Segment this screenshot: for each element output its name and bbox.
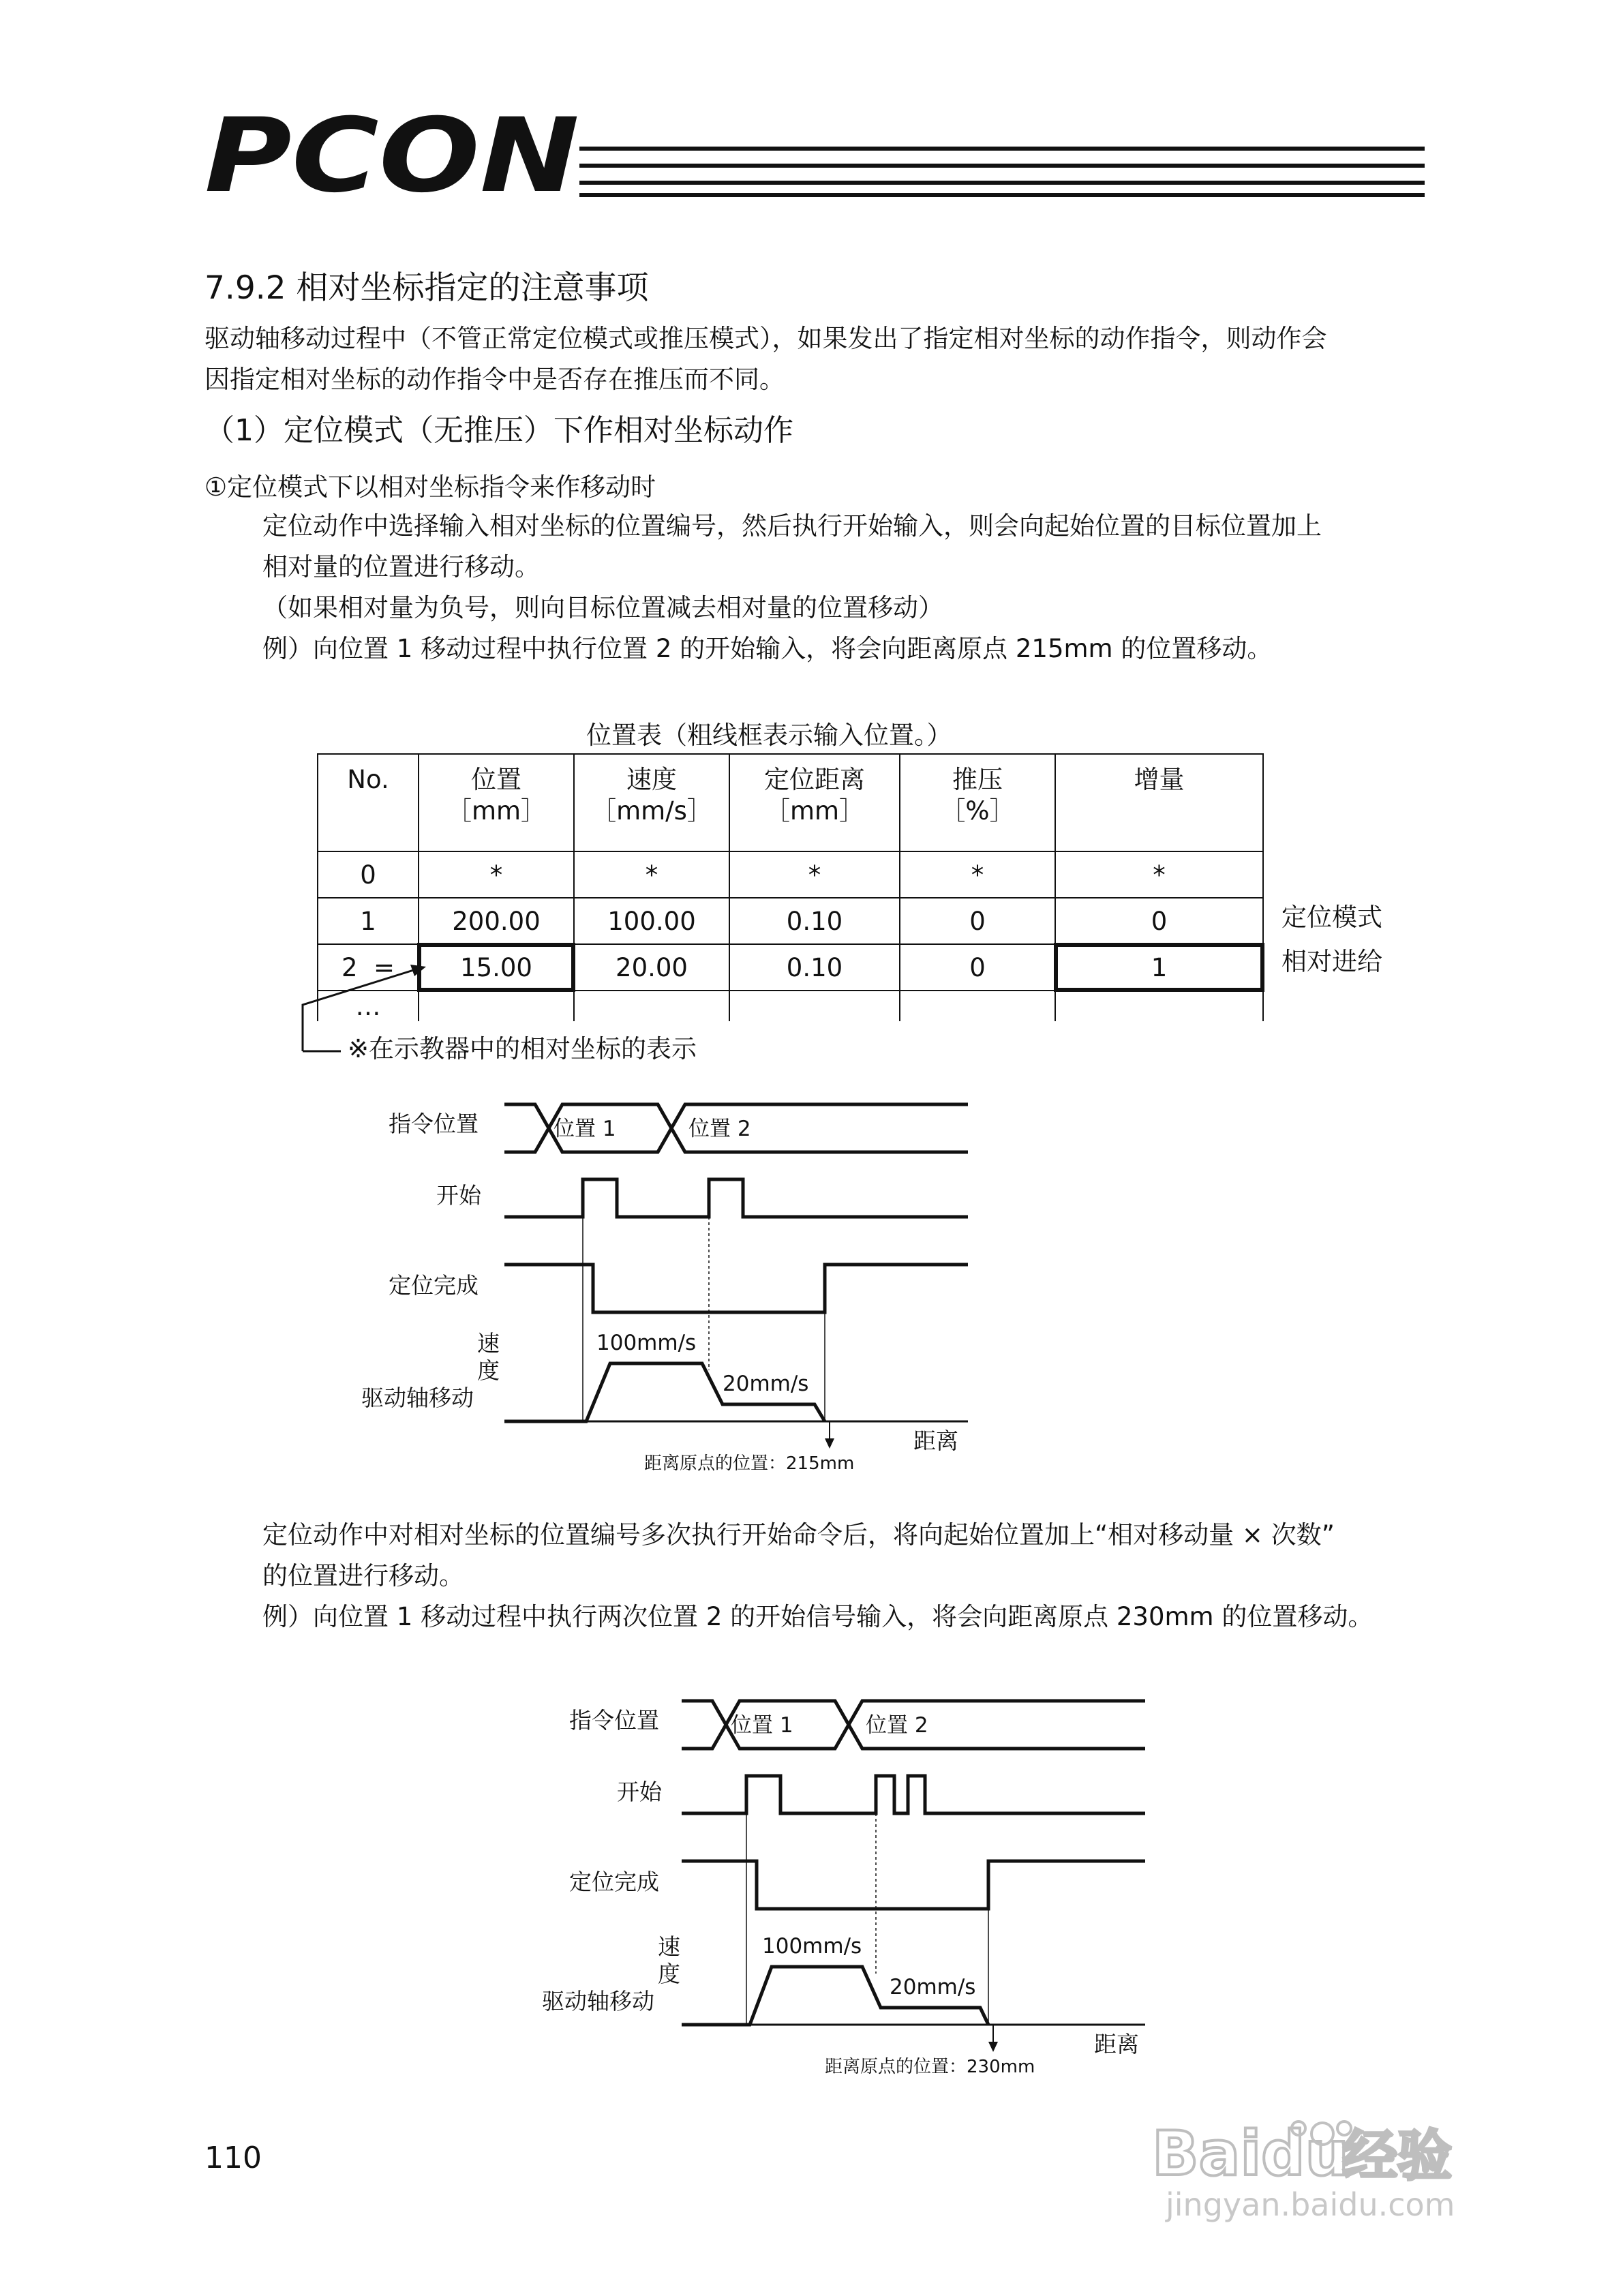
table-cell: 20.00	[574, 944, 729, 991]
table-cell: 2 =	[318, 944, 419, 991]
marker-arrow	[988, 2042, 998, 2052]
header-cell: 推压 ［%］	[900, 754, 1055, 851]
signal-line	[504, 1104, 549, 1152]
table-cell	[729, 991, 900, 1021]
page-number: 110	[204, 2141, 262, 2175]
table-cell	[574, 991, 729, 1021]
header-rule	[579, 164, 1425, 168]
label-start: 开始	[617, 1779, 662, 1805]
done-signal	[682, 1861, 1145, 1909]
label-cmd: 指令位置	[569, 1707, 659, 1734]
table-row	[318, 944, 1263, 991]
table-row	[318, 991, 1263, 1021]
svg-text:Baidu: Baidu	[1152, 2118, 1349, 2190]
header-rule	[579, 193, 1425, 197]
item-line: 例）向位置 1 移动过程中执行位置 2 的开始输入，将会向距离原点 215mm 的位置移动。	[262, 634, 1273, 663]
label-speed: 度	[477, 1357, 500, 1384]
marker-arrow	[825, 1438, 834, 1449]
timing-diagram-2	[518, 1680, 1213, 2089]
item-line: （如果相对量为负号，则向目标位置减去相对量的位置移动）	[262, 593, 943, 622]
table-cell: 100.00	[574, 898, 729, 944]
label-cmd: 指令位置	[389, 1111, 479, 1137]
table-note: ※在示教器中的相对坐标的表示	[348, 1034, 697, 1063]
table-cell: *	[574, 851, 729, 898]
section-title: 7.9.2 相对坐标指定的注意事项	[204, 269, 649, 307]
item-line: 定位动作中选择输入相对坐标的位置编号，然后执行开始输入，则会向起始位置的目标位置加上	[262, 511, 1322, 541]
start-signal	[682, 1776, 1145, 1813]
baidu-watermark	[1152, 2106, 1534, 2222]
table-cell-selected: 1	[1055, 944, 1263, 991]
start-signal	[504, 1179, 968, 1217]
intro-line: 因指定相对坐标的动作指令中是否存在推压而不同。	[204, 365, 785, 394]
table-cell: *	[900, 851, 1055, 898]
speed1-label: 100mm/s	[762, 1934, 862, 1959]
origin-note: 距离原点的位置：215mm	[644, 1453, 855, 1474]
signal-line	[682, 1701, 726, 1749]
table-cell	[419, 991, 574, 1021]
svg-text:PCON: PCON	[204, 102, 579, 211]
svg-text:jingyan.baidu.com: jingyan.baidu.com	[1166, 2186, 1455, 2222]
pos1-label: 位置 1	[553, 1117, 616, 1141]
para2-line: 的位置进行移动。	[262, 1561, 464, 1590]
header-rule	[579, 147, 1425, 151]
speed2-label: 20mm/s	[890, 1975, 976, 1999]
header-cell: 增量	[1055, 754, 1263, 851]
distance-label: 距离	[913, 1428, 958, 1454]
label-speed: 速	[477, 1330, 500, 1357]
label-axis: 驱动轴移动	[542, 1988, 654, 2014]
relative-mark: =	[374, 952, 395, 982]
table-caption: 位置表（粗线框表示输入位置。）	[586, 721, 952, 750]
timing-diagram-1	[341, 1084, 1022, 1493]
label-done: 定位完成	[569, 1869, 659, 1895]
header-cell: 定位距离 ［mm］	[729, 754, 900, 851]
side-label-mode: 定位模式	[1281, 903, 1382, 932]
table-cell: 0	[900, 944, 1055, 991]
svg-text:经验: 经验	[1343, 2124, 1452, 2188]
table-cell: 200.00	[419, 898, 574, 944]
label-start: 开始	[436, 1182, 481, 1209]
done-signal	[504, 1265, 968, 1312]
table-row	[318, 898, 1263, 944]
table-cell: *	[729, 851, 900, 898]
speed2-label: 20mm/s	[723, 1372, 809, 1396]
table-cell: *	[1055, 851, 1263, 898]
label-speed: 速	[658, 1933, 680, 1960]
table-cell: 0	[900, 898, 1055, 944]
item-line: 相对量的位置进行移动。	[262, 552, 540, 581]
table-cell: …	[318, 991, 419, 1021]
header-cell: 位置 ［mm］	[419, 754, 574, 851]
table-cell: *	[419, 851, 574, 898]
speed1-label: 100mm/s	[596, 1331, 697, 1355]
table-cell: 0	[1055, 898, 1263, 944]
table-cell	[900, 991, 1055, 1021]
header-rule	[579, 181, 1425, 185]
header-cell: No.	[318, 754, 419, 851]
table-cell: 0	[318, 851, 419, 898]
pcon-logo	[204, 102, 586, 211]
pos1-label: 位置 1	[731, 1713, 793, 1738]
table-cell-selected: 15.00	[419, 944, 574, 991]
table-row	[318, 851, 1263, 898]
table-cell: 0.10	[729, 898, 900, 944]
side-label-relative: 相对进给	[1281, 947, 1382, 976]
table-cell	[1055, 991, 1263, 1021]
label-speed: 度	[658, 1961, 680, 1987]
para2-line: 定位动作中对相对坐标的位置编号多次执行开始命令后，将向起始位置加上“相对移动量 × 次数”	[262, 1520, 1335, 1550]
table-header-row	[318, 754, 1263, 851]
para2-line: 例）向位置 1 移动过程中执行两次位置 2 的开始信号输入，将会向距离原点 230mm 的位置移动。	[262, 1602, 1374, 1631]
table-cell: 0.10	[729, 944, 900, 991]
subsection-title: （1）定位模式（无推压）下作相对坐标动作	[204, 413, 793, 448]
item-heading: ①定位模式下以相对坐标指令来作移动时	[204, 472, 656, 502]
distance-label: 距离	[1094, 2031, 1139, 2057]
label-done: 定位完成	[389, 1272, 479, 1299]
intro-line: 驱动轴移动过程中（不管正常定位模式或推压模式），如果发出了指定相对坐标的动作指令，则动作会	[204, 324, 1327, 353]
position-table	[317, 753, 1264, 1021]
pos2-label: 位置 2	[866, 1713, 928, 1738]
label-axis: 驱动轴移动	[361, 1385, 474, 1411]
origin-note: 距离原点的位置：230mm	[825, 2057, 1035, 2077]
header-cell: 速度 ［mm/s］	[574, 754, 729, 851]
table-cell: 1	[318, 898, 419, 944]
pos2-label: 位置 2	[688, 1117, 751, 1141]
